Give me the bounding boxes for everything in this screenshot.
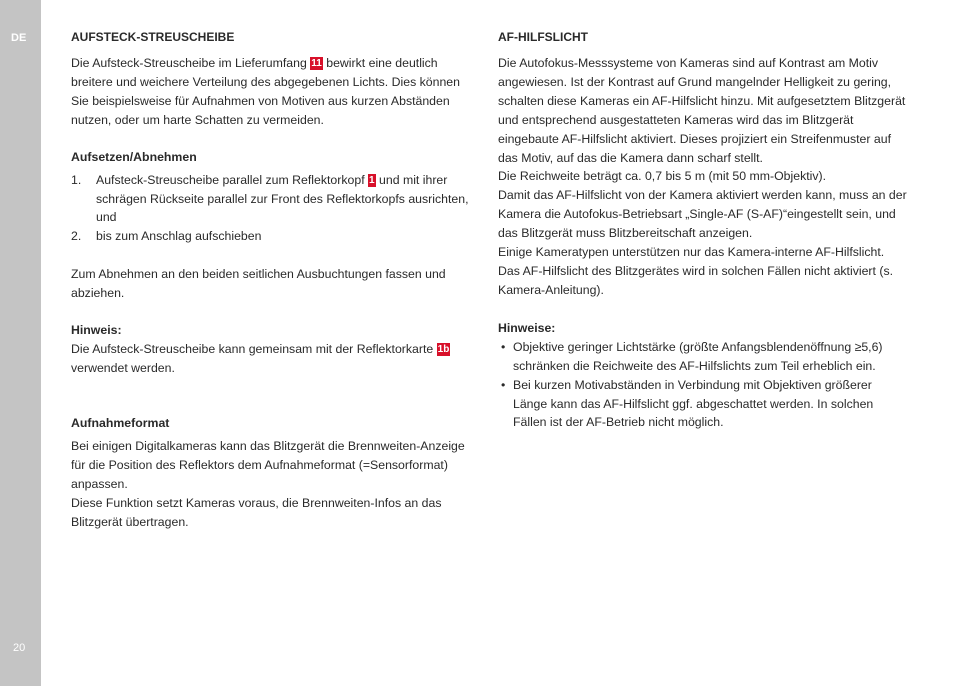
step-text-after: und mit ihrer schrägen Rückseite parallel zur Front des Reflektorkopfs ausrichten, und xyxy=(96,172,469,225)
notes-list xyxy=(498,338,908,433)
heading-aufsteck-streuscheibe: AUFSTECK-STREUSCHEIBE xyxy=(71,30,235,44)
page-sidebar xyxy=(0,0,41,686)
heading-hinweis: Hinweis: xyxy=(71,323,122,338)
steps-list xyxy=(71,171,476,247)
af-paragraph-2: Die Reichweite beträgt ca. 0,7 bis 5 m (mit 50 mm-Objektiv). xyxy=(498,169,827,184)
step-number: 1. xyxy=(71,172,82,187)
step-text: bis zum Anschlag aufschieben xyxy=(96,229,262,244)
step-item xyxy=(71,227,476,246)
bullet-text: Bei kurzen Motivabständen in Verbindung mit Objektiven größerer Länge kann das AF-Hilfslicht ggf. abgeschattet werden. In solchen Fällen ist der AF-Betrieb nicht möglich. xyxy=(513,377,874,430)
bullet-item xyxy=(498,338,908,376)
heading-af-hilfslicht: AF-HILFSLICHT xyxy=(498,30,588,44)
format-paragraph-2: Diese Funktion setzt Kameras voraus, die Brennweiten-Infos an das Blitzgerät übertragen. xyxy=(71,495,442,529)
reference-marker: 1b xyxy=(437,344,450,356)
af-paragraph-1: Die Autofokus-Messsysteme von Kameras sind auf Kontrast am Motiv angewiesen. Ist der Kontrast auf Grund mangelnder Helligkeit zu gering, schalten diese Kameras ein AF-Hilfslicht hinzu. Mit aufgesetztem Blitzgerät und entsprechend ausgestatteten Kameras wird das im Blitzgerät eingebaute AF-Hilfslicht aktiviert. Dieses projiziert ein Streifenmuster auf das Motiv, auf das die Kamera dann scharf stellt. xyxy=(498,56,906,165)
af-paragraph-3: Damit das AF-Hilfslicht von der Kamera aktiviert werden kann, muss an der Kamera die Autofokus-Betriebsart „Single-AF (S-AF)“eingestellt sein, und das Blitzgerät muss Blitzbereitschaft anzeigen. xyxy=(498,188,907,241)
right-column xyxy=(498,28,908,432)
intro-paragraph xyxy=(71,54,476,130)
heading-aufnahmeformat: Aufnahmeformat xyxy=(71,415,170,430)
remove-paragraph: Zum Abnehmen an den beiden seitlichen Ausbuchtungen fassen und abziehen. xyxy=(71,267,446,301)
intro-text-after: bewirkt eine deutlich breitere und weichere Verteilung des abgegebenen Lichts. Dies können Sie beispielsweise für Aufnahmen von Motiven aus kurzen Abständen nutzen, oder um harte Schatten zu vermeiden. xyxy=(71,56,460,127)
note-text-after: verwendet werden. xyxy=(71,360,175,375)
note-paragraph xyxy=(71,340,476,378)
step-number: 2. xyxy=(71,229,82,244)
heading-hinweise: Hinweise: xyxy=(498,320,556,335)
step-item xyxy=(71,171,476,228)
reference-marker: 11 xyxy=(311,58,322,69)
page-number: 20 xyxy=(13,642,26,654)
left-column xyxy=(71,28,476,531)
bullet-mark: • xyxy=(501,377,506,392)
language-tab: DE xyxy=(11,32,27,44)
intro-text-before: Die Aufsteck-Streuscheibe im Lieferumfang xyxy=(71,56,307,70)
bullet-mark: • xyxy=(501,339,506,354)
heading-aufsetzen-abnehmen: Aufsetzen/Abnehmen xyxy=(71,149,197,164)
step-text-before: Aufsteck-Streuscheibe parallel zum Reflektorkopf xyxy=(96,172,365,187)
af-paragraph-4: Einige Kameratypen unterstützen nur das Kamera-interne AF-Hilfslicht. Das AF-Hilfslicht des Blitzgerätes wird in solchen Fällen nicht aktiviert (s. Kamera-Anleitung). xyxy=(498,245,894,297)
note-text-before: Die Aufsteck-Streuscheibe kann gemeinsam mit der Reflektorkarte xyxy=(71,342,434,357)
format-paragraph-1: Bei einigen Digitalkameras kann das Blitzgerät die Brennweiten-Anzeige für die Position des Reflektors dem Aufnahmeformat (=Sensorformat) anpassen. xyxy=(71,438,465,491)
bullet-text: Objektive geringer Lichtstärke (größte Anfangsblendenöffnung ≥5,6) schränken die Reichweite des AF-Hilfslichts zum Teil erheblich ein. xyxy=(513,339,883,373)
bullet-item xyxy=(498,376,908,433)
reference-marker: 1 xyxy=(369,174,375,186)
